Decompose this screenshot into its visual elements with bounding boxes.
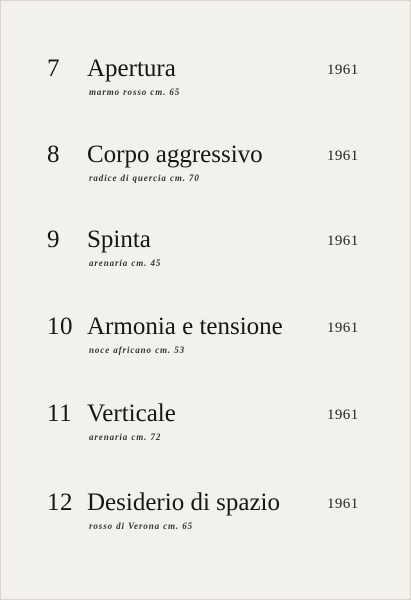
artwork-title: Verticale <box>87 400 176 427</box>
artwork-entry-10 <box>0 313 411 373</box>
artwork-entry-8 <box>0 141 411 201</box>
artwork-number: 10 <box>47 313 73 340</box>
artwork-entry-9 <box>0 226 411 286</box>
artwork-year: 1961 <box>327 496 359 512</box>
artwork-entry-12 <box>0 489 411 549</box>
artwork-year: 1961 <box>327 320 359 336</box>
artwork-title: Corpo aggressivo <box>87 141 263 168</box>
artwork-year: 1961 <box>327 407 359 423</box>
artwork-year: 1961 <box>327 148 359 164</box>
artwork-entry-11 <box>0 400 411 460</box>
artwork-material: arenaria cm. 72 <box>89 432 162 442</box>
artwork-title: Spinta <box>87 226 151 253</box>
artwork-number: 12 <box>47 489 73 516</box>
artwork-title: Armonia e tensione <box>87 313 283 340</box>
artwork-title: Apertura <box>87 55 176 82</box>
artwork-year: 1961 <box>327 233 359 249</box>
artwork-number: 7 <box>47 55 60 82</box>
artwork-material: rosso di Verona cm. 65 <box>89 521 194 531</box>
artwork-material: arenaria cm. 45 <box>89 258 162 268</box>
artwork-number: 11 <box>47 400 73 427</box>
artwork-material: noce africano cm. 53 <box>89 345 185 355</box>
artwork-material: marmo rosso cm. 65 <box>89 87 181 97</box>
artwork-entry-7 <box>0 55 411 115</box>
artwork-number: 9 <box>47 226 60 253</box>
artwork-number: 8 <box>47 141 60 168</box>
artwork-material: radice di quercia cm. 70 <box>89 173 200 183</box>
artwork-year: 1961 <box>327 62 359 78</box>
artwork-title: Desiderio di spazio <box>87 489 281 516</box>
